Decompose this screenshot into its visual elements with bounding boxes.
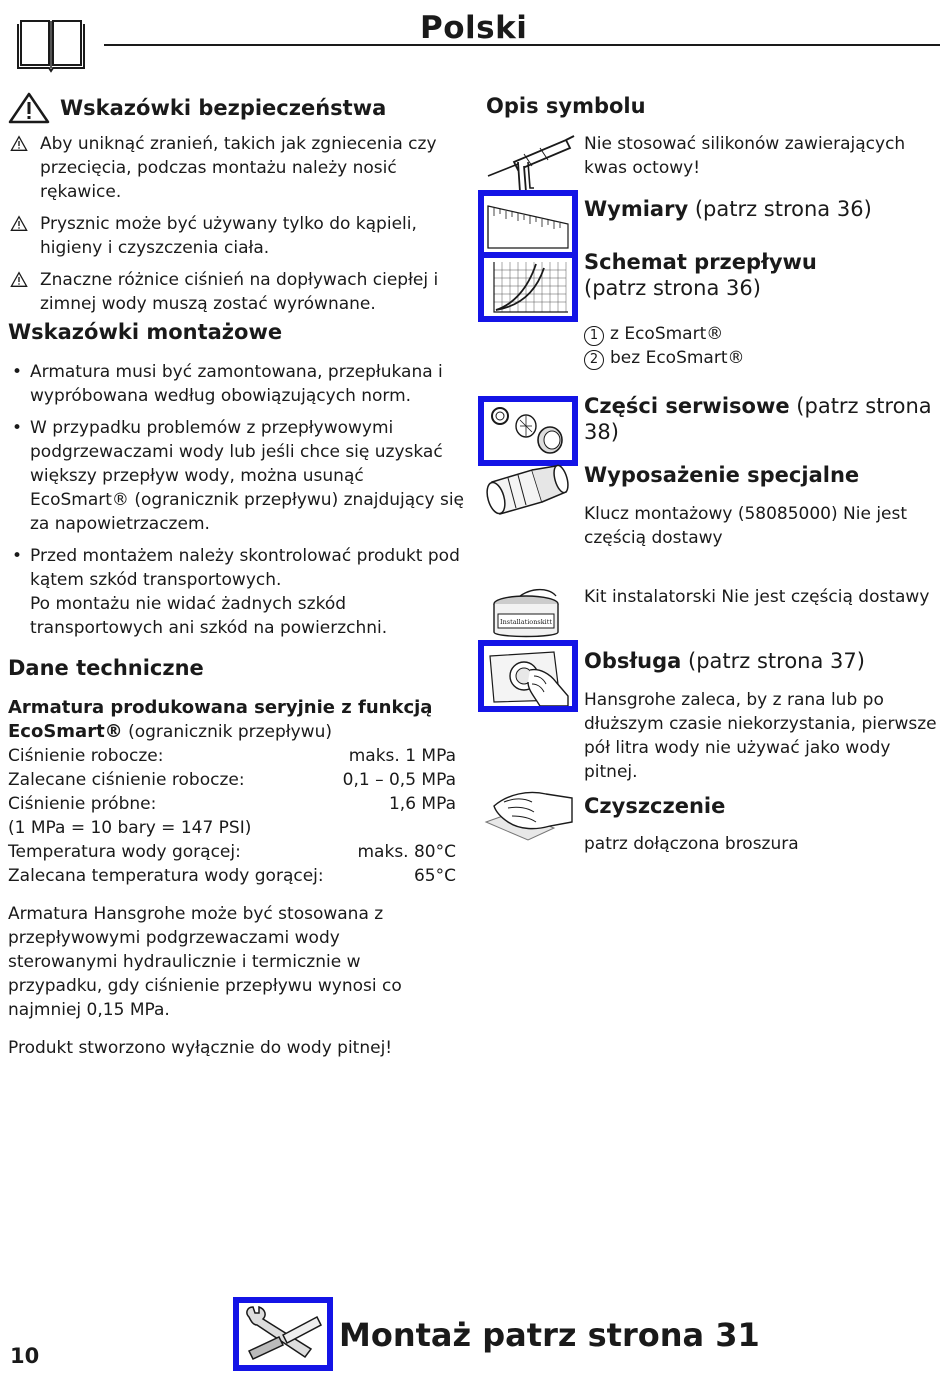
service-parts-icon bbox=[478, 396, 578, 466]
row-label: Ciśnienie próbne: bbox=[8, 794, 157, 814]
safety-text: Aby uniknąć zranień, takich jak zgniecenia czy przecięcia, podczas montażu należy nosić rękawice. bbox=[40, 134, 437, 202]
dimensions-label: Wymiary bbox=[584, 197, 689, 221]
flow-option bbox=[584, 346, 946, 370]
installation-list bbox=[8, 360, 466, 640]
flow-option bbox=[584, 322, 946, 346]
right-column bbox=[478, 92, 946, 872]
symbols-title: Opis symbolu bbox=[486, 94, 646, 118]
safety-item bbox=[8, 132, 466, 204]
silicone-gun-icon bbox=[484, 132, 576, 194]
circled-number-icon: 2 bbox=[584, 350, 604, 370]
flow-options bbox=[584, 322, 946, 370]
ruler-icon bbox=[478, 190, 578, 258]
mounting-key-icon bbox=[482, 462, 576, 522]
technical-paragraph: Armatura Hansgrohe może być stosowana z przepływowymi podgrzewaczami wody sterowanymi hydraulicznie i termicznie w przypadku, gdy ciśnienie przepływu wynosi co najmniej 0,15 MPa. bbox=[8, 904, 402, 1020]
safety-text: Znaczne różnice ciśnień na dopływach ciepłej i zimnej wody muszą zostać wyrównane. bbox=[40, 270, 439, 314]
parts-label: Części serwisowe bbox=[584, 394, 790, 418]
open-book-icon bbox=[16, 18, 86, 74]
technical-title: Dane techniczne bbox=[8, 656, 204, 680]
table-row bbox=[8, 792, 456, 816]
warning-icon bbox=[8, 132, 30, 152]
kit-label: Installationskitt bbox=[500, 618, 552, 626]
circled-number-icon: 1 bbox=[584, 326, 604, 346]
dimensions-ref: (patrz strona 36) bbox=[694, 197, 872, 221]
operation-label: Obsługa bbox=[584, 649, 682, 673]
table-row bbox=[8, 840, 456, 864]
cleaning-hand-icon bbox=[484, 782, 576, 844]
special-title: Wyposażenie specjalne bbox=[584, 463, 860, 487]
technical-table bbox=[8, 744, 466, 888]
installation-title: Wskazówki montażowe bbox=[8, 320, 283, 344]
table-row bbox=[8, 744, 456, 768]
row-value: maks. 1 MPa bbox=[348, 746, 456, 766]
page-number: 10 bbox=[10, 1344, 40, 1368]
flow-option-label: bez EcoSmart® bbox=[610, 348, 745, 368]
flow-ref: (patrz strona 36) bbox=[584, 276, 761, 300]
list-item bbox=[8, 544, 466, 640]
safety-title: Wskazówki bezpieczeństwa bbox=[60, 96, 387, 120]
row-value: 65°C bbox=[413, 866, 456, 886]
operation-text: Hansgrohe zaleca, by z rana lub po dłuższym czasie niekorzystania, pierwsze pół litra wody nie używać jako wody pitnej. bbox=[584, 690, 937, 782]
row-label: (1 MPa = 10 bary = 147 PSI) bbox=[8, 818, 252, 838]
list-item-line: Po montażu nie widać żadnych szkód transportowych ani szkód na powierzchni. bbox=[30, 594, 388, 638]
silicone-text: Nie stosować silikonów zawierających kwas octowy! bbox=[584, 134, 906, 178]
safety-item bbox=[8, 268, 466, 316]
row-value: 0,1 – 0,5 MPa bbox=[342, 770, 456, 790]
flow-heading bbox=[584, 249, 946, 301]
mount-reference: Montaż patrz strona 31 bbox=[339, 1316, 760, 1354]
row-label: Zalecane ciśnienie robocze: bbox=[8, 770, 245, 790]
row-label: Ciśnienie robocze: bbox=[8, 746, 164, 766]
kit-text: Kit instalatorski Nie jest częścią dostawy bbox=[584, 587, 930, 607]
tools-icon bbox=[233, 1297, 333, 1371]
flow-chart-icon bbox=[478, 252, 578, 322]
operation-icon bbox=[478, 640, 578, 712]
table-row bbox=[8, 768, 456, 792]
safety-heading bbox=[8, 92, 466, 124]
flow-label: Schemat przepływu bbox=[584, 250, 817, 274]
left-column bbox=[8, 92, 466, 1060]
technical-paragraph: Produkt stworzono wyłącznie do wody pitnej! bbox=[8, 1038, 393, 1058]
row-value: maks. 80°C bbox=[357, 842, 456, 862]
row-label: Temperatura wody gorącej: bbox=[8, 842, 241, 862]
parts-ref: (patrz strona 38) bbox=[584, 394, 932, 444]
operation-ref: (patrz strona 37) bbox=[688, 649, 865, 673]
parts-heading bbox=[584, 393, 946, 445]
installer-kit-icon bbox=[486, 586, 570, 642]
table-row bbox=[8, 864, 456, 888]
flow-option-label: z EcoSmart® bbox=[610, 324, 724, 344]
table-row bbox=[8, 816, 456, 840]
technical-subtitle-bold: Armatura produkowana seryjnie z funkcją EcoSmart® bbox=[8, 697, 433, 742]
warning-icon bbox=[8, 212, 30, 232]
page-title: Polski bbox=[420, 10, 528, 46]
operation-heading bbox=[584, 648, 946, 674]
list-item: • Armatura musi być zamontowana, przepłukana i wypróbowana według obowiązujących norm. bbox=[8, 360, 466, 408]
dimensions-heading bbox=[584, 196, 946, 222]
technical-subtitle bbox=[8, 696, 456, 744]
row-label: Zalecana temperatura wody gorącej: bbox=[8, 866, 324, 886]
list-item: • W przypadku problemów z przepływowymi podgrzewaczami wody lub jeśli chce się uzyskać większy przepływ wody, można usunąć EcoSmart® (ogranicznik przepływu) znajdujący się za napowietrzaczem. bbox=[8, 416, 466, 536]
safety-item bbox=[8, 212, 466, 260]
technical-subtitle-normal: (ogranicznik przepływu) bbox=[128, 722, 332, 742]
row-value: 1,6 MPa bbox=[388, 794, 456, 814]
warning-icon bbox=[8, 92, 50, 124]
cleaning-title: Czyszczenie bbox=[584, 794, 726, 818]
special-text: Klucz montażowy (58085000) Nie jest częścią dostawy bbox=[584, 504, 908, 548]
cleaning-text: patrz dołączona broszura bbox=[584, 834, 799, 854]
list-item-line: Przed montażem należy skontrolować produkt pod kątem szkód transportowych. bbox=[30, 546, 460, 590]
safety-text: Prysznic może być używany tylko do kąpieli, higieny i czyszczenia ciała. bbox=[40, 214, 417, 258]
warning-icon bbox=[8, 268, 30, 288]
